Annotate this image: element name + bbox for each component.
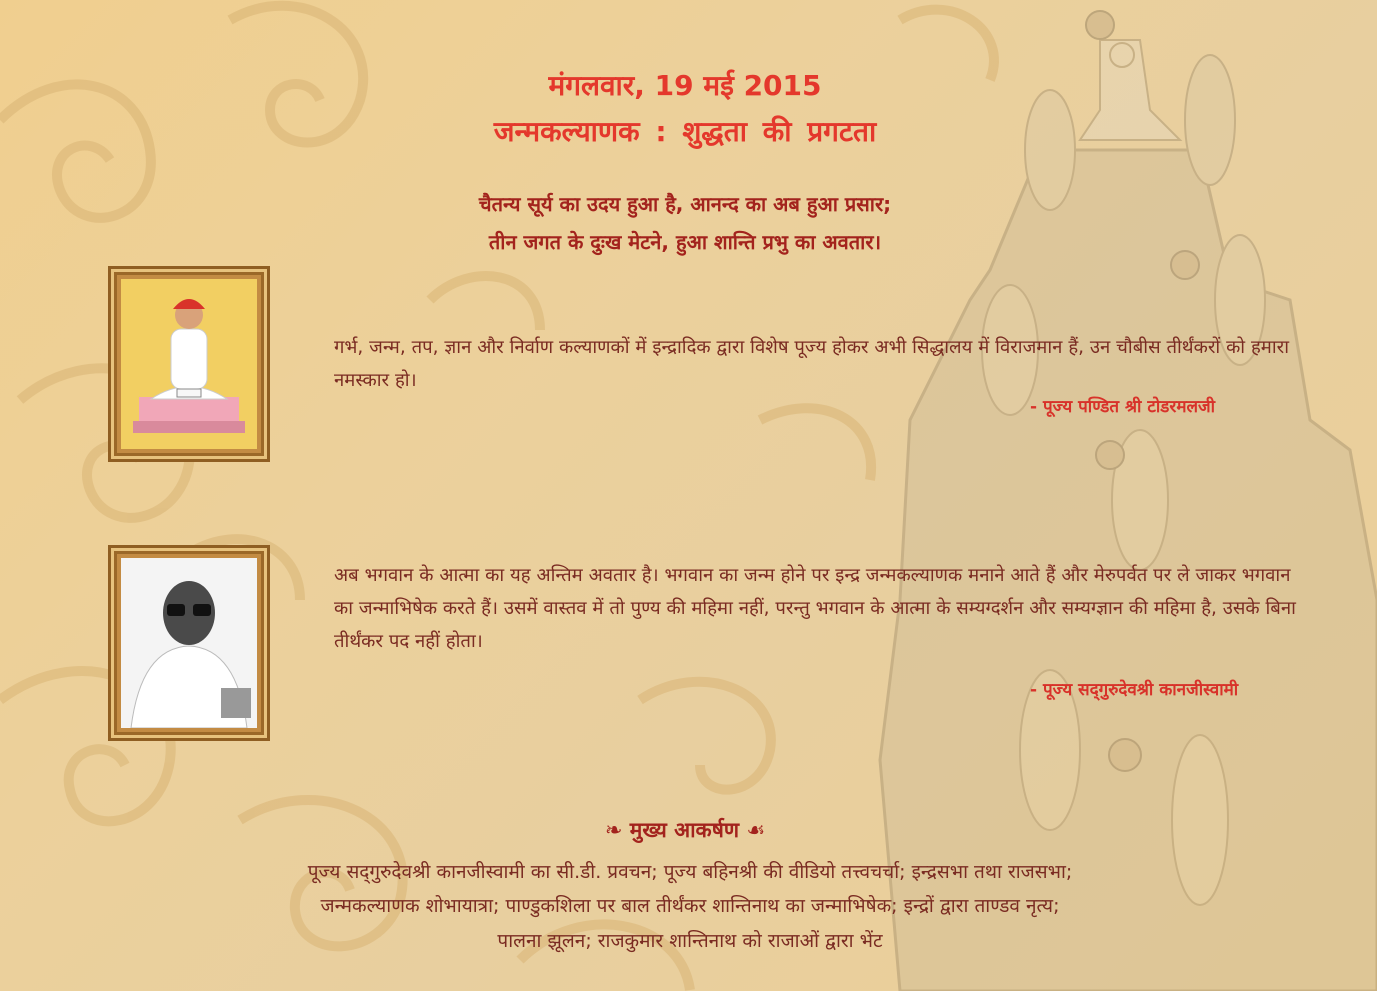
quote-credit-2: - पूज्य सद्‌गुरुदेवश्री कानजीस्वामी [1030, 680, 1239, 700]
quote-text-2: अब भगवान के आत्मा का यह अन्तिम अवतार है। भगवान का जन्म होने पर इन्द्र जन्मकल्याणक मनाने आते हैं और मेरुपर्वत पर ले जाकर भगवान का जन्माभिषेक करते हैं। उसमें वास्तव में तो पुण्य की महिमा नहीं, परन्तु भगवान के आत्मा के सम्यग्दर्शन और सम्यग्ज्ञान की महिमा है, उसके बिना तीर्थंकर पद नहीं होता। [334, 565, 1296, 652]
portrait-kanjiswami [121, 558, 257, 728]
portrait-todarmal [121, 279, 257, 449]
ornament-right-icon: ☙ [739, 818, 766, 842]
portrait-frame-kanjiswami [108, 545, 270, 741]
event-title: जन्मकल्याणक : शुद्धता की प्रगटता [493, 115, 877, 148]
attractions-line-3: पालना झूलन; राजकुमार शान्तिनाथ को राजाओं द्वारा भेंट [497, 930, 883, 952]
seated-scholar-icon [121, 279, 257, 449]
verse-line-2: तीन जगत के दुःख मेटने, हुआ शान्ति प्रभु का अवतार। [488, 230, 882, 254]
attractions-title: मुख्य आकर्षण [629, 818, 740, 842]
event-date: मंगलवार, 19 मई 2015 [548, 69, 822, 102]
quote-text-1: गर्भ, जन्म, तप, ज्ञान और निर्वाण कल्याणकों में इन्द्रादिक द्वारा विशेष पूज्य होकर अभी सिद्धालय में विराजमान हैं, उन चौबीस तीर्थंकरों को हमारा नमस्कार हो। [334, 337, 1289, 391]
ornament-left-icon: ❧ [604, 818, 630, 842]
meru-mountain-illustration [880, 11, 1377, 991]
attractions-heading [560, 816, 810, 844]
portrait-photo-icon [121, 558, 257, 728]
floral-pattern [0, 6, 994, 990]
attractions-line-1: पूज्य सद्‌गुरुदेवश्री कानजीस्वामी का सी.डी. प्रवचन; पूज्य बहिनश्री की वीडियो तत्त्वचर्चा; इन्द्रसभा तथा राजसभा; [307, 861, 1073, 883]
attractions-line-2: जन्मकल्याणक शोभायात्रा; पाण्डुकशिला पर बाल तीर्थंकर शान्तिनाथ का जन्माभिषेक; इन्द्रों द्वारा ताण्डव नृत्य; [320, 895, 1060, 917]
quote-credit-1: - पूज्य पण्डित श्री टोडरमलजी [1030, 397, 1216, 417]
portrait-frame-todarmal [108, 266, 270, 462]
verse-line-1: चैतन्य सूर्य का उदय हुआ है, आनन्द का अब हुआ प्रसार; [478, 192, 892, 216]
